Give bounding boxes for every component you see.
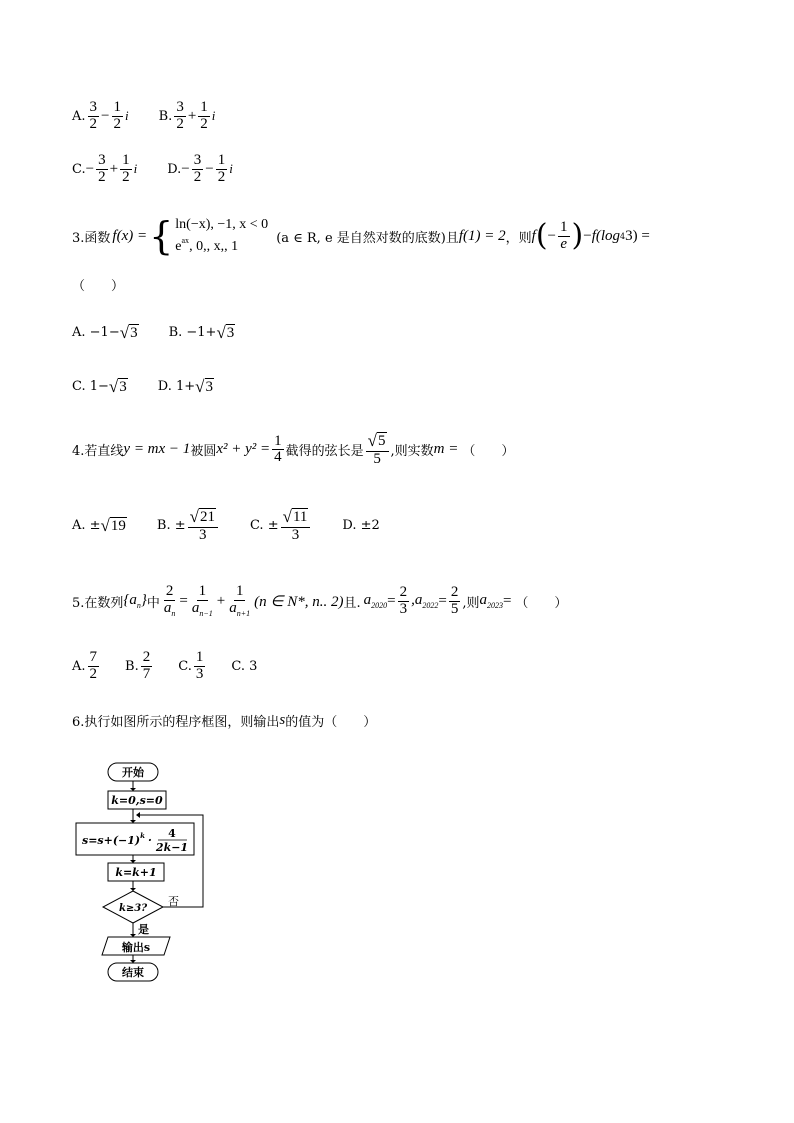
flow-inc-label: k=k+1 (115, 866, 157, 879)
q6-stem: 6.执行如图所示的程序框图，则输出 s 的值为（ ） (72, 712, 377, 730)
q5-stem: 5.在数列 $\{a_n\}$ 中 $\frac{2}{a_n}$ = $\frac{1}{a_{n-1}}$ + $\frac{1}{a_{n+1}}$ (n ∈ N*, n.. 2) 且. $a_{2020}$ = $\frac{2}{3}$ $,a_{2022}$ = $\frac{2}{5}$ ,则 $a_{2023}$ = （ ） (72, 583, 568, 618)
q3-piecewise: ln(−x), −1, x < 0 $e^{ax}$, 0,, x,, 1 (175, 217, 269, 255)
svg-text:4: 4 (168, 827, 176, 840)
q5-option-d: C. 3 (231, 658, 258, 674)
q3-option-a: A. −1− √ 3 (72, 323, 138, 342)
q3-function-name: f(x) = (112, 227, 148, 244)
q5-options (72, 650, 287, 683)
q4-option-a: A. ± √ 19 (72, 516, 126, 535)
q2-option-a: A. $\frac{3}{2}$ − $\frac{1}{2}$ i (72, 99, 129, 132)
q3-option-c: C. 1− √ 3 (72, 377, 127, 396)
flow-end-label: 结束 (122, 966, 144, 979)
flow-init-label: k=0,s=0 (111, 794, 163, 807)
q2-option-d: D. − $\frac{3}{2}$ − $\frac{1}{2}$ i (167, 152, 233, 185)
q3-option-b: B. −1+ √ 3 (168, 323, 235, 342)
svg-text:s=s+(−1)k·: $s=s+(-1)^k$ · (82, 831, 152, 847)
q3-prefix: 3.函数 (72, 230, 111, 246)
q5-option-a: A. $\frac{7}{2}$ (72, 649, 98, 682)
flow-decision-label: k≥3? (118, 903, 148, 914)
q2-option-c: C. − $\frac{3}{2}$ + $\frac{1}{2}$ i (72, 152, 138, 185)
flow-output-label: 输出s (121, 941, 151, 954)
flow-update-label: s=s+(−1) (82, 834, 141, 847)
q3-option-d: D. 1+ √ 3 (157, 377, 213, 396)
q4-option-c: C. ± √ 11 3 (250, 508, 312, 544)
q3-options-row1 (72, 324, 265, 342)
q3-brace: { (149, 214, 174, 259)
q3-condition: (a ∈ R, e 是自然对数的底数)且 (276, 230, 459, 246)
flowchart (60, 755, 220, 990)
flow-no-label: 否 (168, 895, 179, 908)
q5-option-b: B. $\frac{2}{7}$ (125, 649, 151, 682)
q4-option-b: B. ± √ 21 3 (157, 508, 220, 544)
q2-options-row1 (72, 100, 245, 133)
flow-start-label: 开始 (122, 766, 144, 779)
q4-stem: 4.若直线 y = mx − 1 被圆 x² + y² = $\frac{1}{4}$ 截得的弦长是 √ 5 5 ,则实数 m = （ ） (72, 431, 515, 467)
q3-blank: （ ） (72, 279, 125, 294)
q5-option-c: C. $\frac{1}{3}$ (178, 649, 204, 682)
q3-stem: 3.函数 f(x) = { ln(−x), −1, x < 0 $e^{ax}$, 0,, x,, 1 (a ∈ R, e 是自然对数的底数)且 f(1) = 2 ，则 f ( − $\frac{1}{e}$ ) − f(log 4 3) = (72, 214, 650, 259)
q3-options-row2 (72, 378, 244, 396)
q2-option-b: B. $\frac{3}{2}$ + $\frac{1}{2}$ i (158, 99, 216, 132)
flow-yes-label: 是 (138, 923, 149, 936)
q3-f1: f(1) = 2 (458, 227, 506, 244)
q4-option-d: D. ±2 (342, 518, 380, 534)
q4-options (72, 508, 410, 544)
svg-text:2k−1: 2k−1 (155, 841, 189, 854)
q2-options-row2 (72, 153, 263, 186)
